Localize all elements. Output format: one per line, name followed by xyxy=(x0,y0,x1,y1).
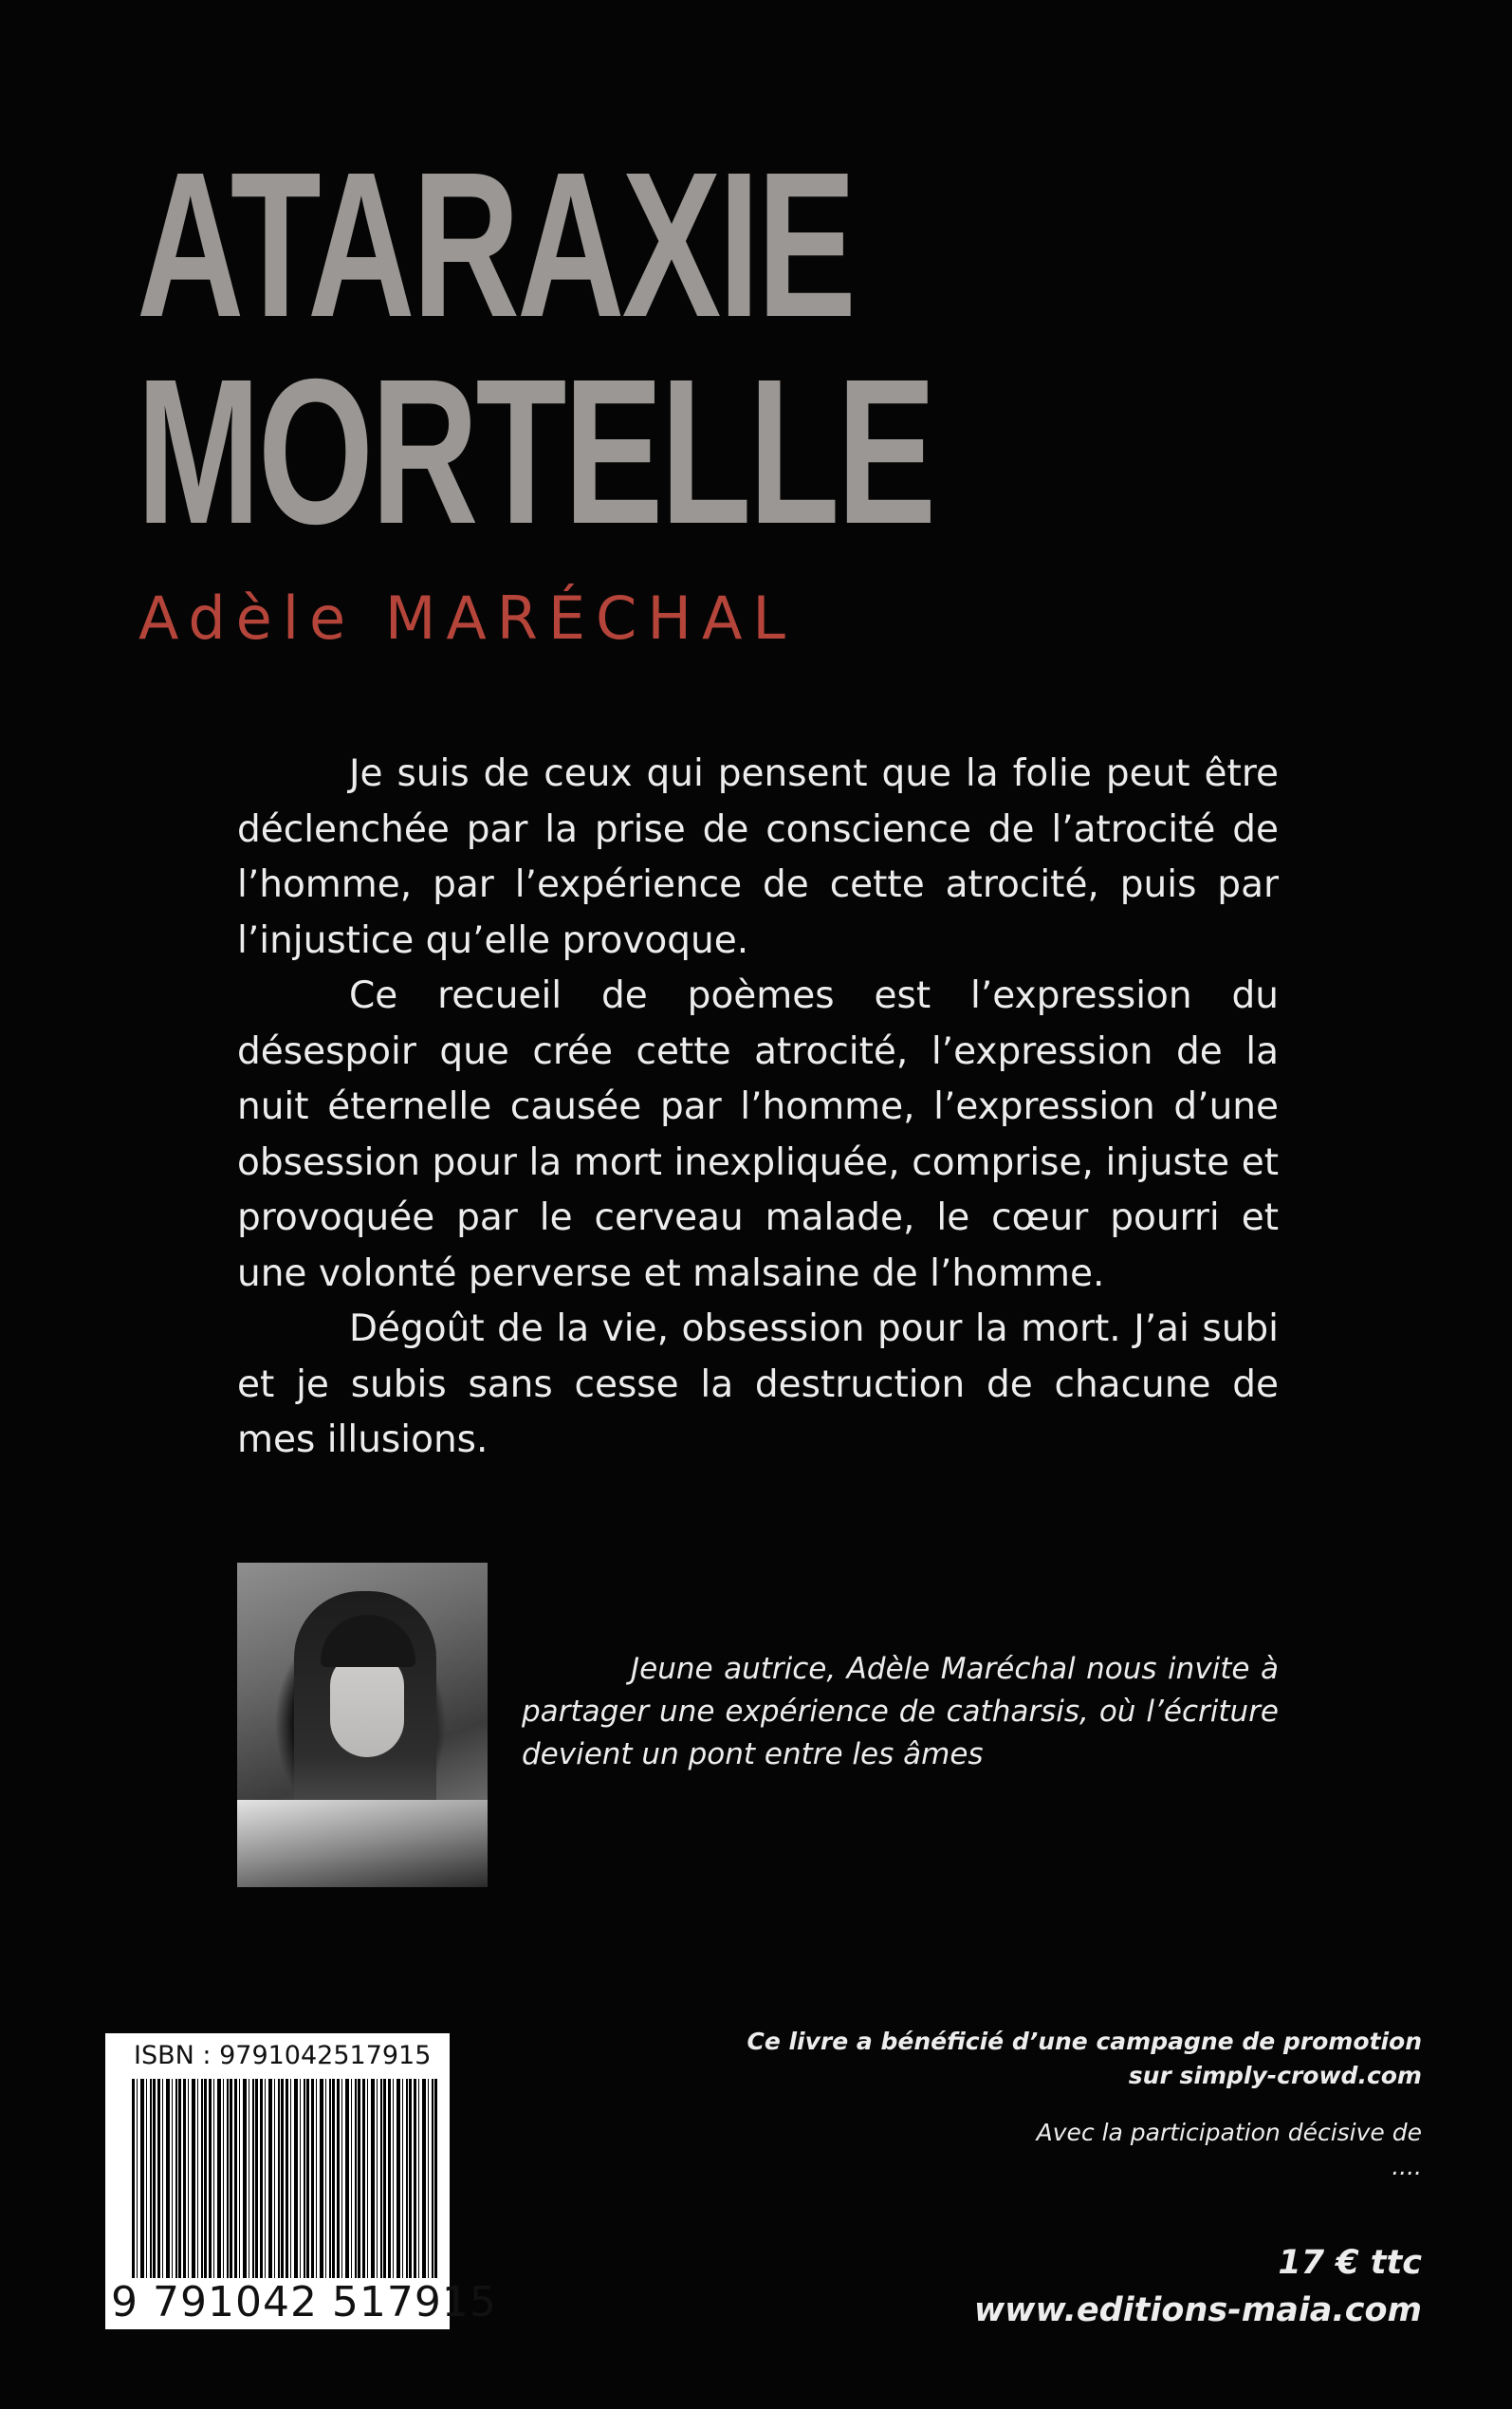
blurb-text xyxy=(237,747,1279,1469)
book-title-line-2: MORTELLE xyxy=(137,337,934,567)
campaign-notice xyxy=(663,2025,1422,2093)
participation-line-1: Avec la participation décisive de xyxy=(1036,2119,1422,2146)
publisher-website: www.editions-maia.com xyxy=(973,2291,1422,2329)
participation-notice xyxy=(663,2116,1422,2184)
campaign-line-2: sur simply-crowd.com xyxy=(1128,2062,1422,2089)
blurb-paragraph-2: Ce recueil de poèmes est l’expression du désespoir que crée cette atrocité, l’expression de la nuit éternelle causée par l’homme, l’expression d’une obsession pour la mort inexpliquée, comprise, injuste et provoquée par le cerveau malade, le cœur pourri et une volonté perverse et malsaine de l’homme. xyxy=(237,974,1279,1295)
blurb-paragraph-3: Dégoût de la vie, obsession pour la mort. J’ai subi et je subis sans cesse la destruction de chacune de mes illusions. xyxy=(237,1307,1279,1461)
book-title xyxy=(137,130,934,567)
promo-block xyxy=(663,2025,1422,2334)
author-bio-text: Jeune autrice, Adèle Maréchal nous invite à partager une expérience de catharsis, où l’écriture devient un pont entre les âmes xyxy=(522,1652,1279,1771)
author-photo xyxy=(237,1563,488,1887)
blurb-paragraph-1: Je suis de ceux qui pensent que la folie peut être déclenchée par la prise de conscience de l’atrocité de l’homme, par l’expérience de cette atrocité, puis par l’injustice qu’elle provoque. xyxy=(237,752,1279,962)
barcode-digits: 9 791042 517915 xyxy=(111,2278,497,2326)
campaign-line-1: Ce livre a bénéficié d’une campagne de promotion xyxy=(747,2028,1422,2055)
book-title-line-1: ATARAXIE xyxy=(137,130,854,361)
author-name: Adèle MARÉCHAL xyxy=(138,584,796,653)
isbn-barcode xyxy=(105,2033,497,2329)
price: 17 € ttc xyxy=(1278,2244,1422,2282)
author-bio xyxy=(522,1648,1279,1776)
isbn-label: ISBN : 9791042517915 xyxy=(134,2041,432,2070)
participation-line-2: .... xyxy=(1392,2153,1422,2180)
barcode-icon xyxy=(132,2079,437,2278)
